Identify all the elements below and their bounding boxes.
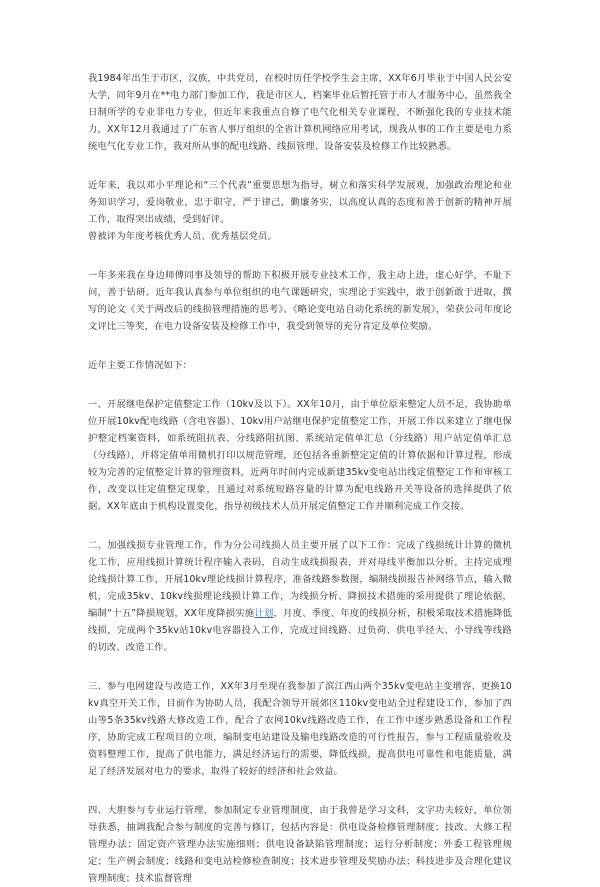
paragraph-professional-work: 一年多来我在身边师傅同事及领导的帮助下积极开展专业技术工作，我主动上进，虚心好学，不耻下问，善于钻研。近年我认真参与单位组织的电气课题研究，实理论于实践中，敢于创新敢于进取，撰写的论文《关于两改后的线损管理措施的思考》、《略论变电站自动化系统的新发展》，荣获公司年度论文评比三等奖，在电力设备安装及检修工作中，我受到领导的充分肯定及单位奖励。 bbox=[88, 270, 512, 332]
paragraph-honors: 曾被评为年度考核优秀人员、优秀基层党员。 bbox=[88, 231, 277, 242]
paragraph-work-summary-heading: 近年主要工作情况如下： bbox=[88, 360, 192, 371]
line-loss-text-b: ，月度、季度、年度的线损分析，积极采取技术措施降低线损，完成两个35kv站10kv电容器投入工作，完成过回线路、过负荷、供电半径大、小导线等线路的切改、改造工作。 bbox=[88, 608, 512, 653]
paragraph-grid-construction: 三、参与电网建设与改造工作，XX年3月至现在我参加了滨江西山两个35kv变电站主变增容、更换10kv真空开关工作，目前作为协助人员，我配合领导开展郊区110kv变电站全过程建设工作，参加了西山等5条35kv线路大修改造工作，配合了农网10kv线路改造工作，在工作中逐步熟悉设备和工作程序，协助完成工程项目的立项，编制变电站建设及输电线路改造的可行性报告，参与工程质量验收及资料整理工作，提高了供电能力，满足经济运行的需要，降低线损，提高供电可靠性和电能质量，满足了经济发展对电力的要求，取得了较好的经济和社会效益。 bbox=[88, 681, 512, 777]
paragraph-operation-management: 四、大胆参与专业运行管理，参加制定专业管理制度，由于我曾是学习文科，文字功夫较好，单位领导获悉，抽调我配合参与制度的完善与修订，包括内容是：供电设备检修管理制度；技改、大修工程管理办法；固定资产管理办法实施细则；供电设备缺陷管理制度；运行分析制度；外委工程管理规定；生产例会制度；线路和变电站检修检查制度；技术进步管理及奖励办法；科技进步及合理化建议管理制度；技术监督管理 bbox=[88, 805, 512, 884]
paragraph-intro: 我1984年出生于市区，汉族，中共党员，在校时历任学校学生会主席，XX年6月毕业于中国人民公安大学，同年9月在**电力部门参加工作，我是市区人，档案毕业后暂托管于市人才服务中心，虽然我全日制所学的专业非电力专业，但近年来我重点自修了电气化相关专业课程，不断强化我的专业技术能力，XX年12月我通过了广东省人事厅组织的全省计算机网络应用考试，现我从事的工作主要是电力系统电气化专业工作，我对所从事的配电线路、线损管理、设备安装及检修工作比较熟悉。 bbox=[88, 73, 512, 152]
plan-link[interactable]: 计划 bbox=[254, 608, 274, 619]
paragraph-recent-years: 近年来，我以邓小平理论和“三个代表”重要思想为指导，树立和落实科学发展观，加强政治理论和业务知识学习，爱岗敬业，忠于职守，严于律己，勤廉务实，以高度认真的态度和善于创新的精神开展工作，取得突出成绩，受到好评。 bbox=[88, 180, 512, 225]
paragraph-line-loss bbox=[88, 537, 512, 656]
line-loss-text-a: 二、加强线损专业管理工作，作为分公司线损人员主要开展了以下工作：完成了线损统计计算的微机化工作，应用线损计算统计程序输入表码，自动生成线损报表，并对母线平衡加以分析，主持完成理论线损计算工作，开展10kv理论线损计算程序，准备线路参数图，编制线损报告补网络节点，输入微机，完成35kv、10kv线损理论线损计算工作，为线损分析、降损技术措施的采用提供了理论依据，编制“十五”降损规划，XX年度降损实施 bbox=[88, 540, 512, 619]
paragraph-relay-protection: 一、开展继电保护定值整定工作（10kv及以下）。XX年10月，由于单位原来整定人员不足，我协助单位开展10kv配电线路（含电容器）、10kv用户站继电保护定值整定工作，开展工作以来建立了继电保护整定档案资料，如系统阻抗表、分线路阻抗图、系统站定值单汇总（分线路）用户站定值单汇总（分线路），并将定值单用微机打印以规范管理，还包括各重新整定定值的计算依据和计算过程，形成较为完善的定值整定计算的管理资料，近两年时间内完成新建35kv变电站出线定值整定工作和审核工作，改变以往定值整定现象，且通过对系统短路容量的计算为配电线路开关等设备的选择提供了依据。XX年底由于机构设置变化，指导初级技术人员开展定值整定工作并顺利完成工作交接。 bbox=[88, 399, 512, 512]
